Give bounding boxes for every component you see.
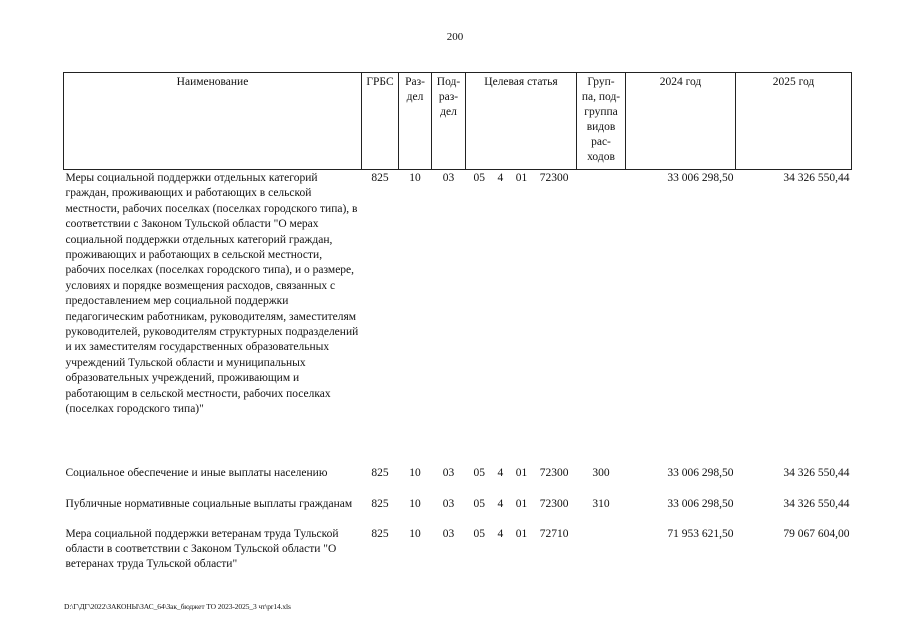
cs-part-2: 4 [497,172,504,184]
footer-file-path: D:\Г\ДГ\2022\ЗАКОНЫ\ЗАС_64\Зак_бюджет ТО 2023-2025_3 чт\pr14.xls [64,602,291,611]
row-grbs: 825 [371,497,389,510]
page-number: 200 [446,31,464,43]
row-celevaya [466,170,577,466]
row-grbs: 825 [371,172,389,184]
cs-part-3: 01 [515,497,528,510]
row-gruppa: 310 [592,497,610,510]
cs-part-4: 72300 [539,466,569,479]
cs-part-1: 05 [473,172,485,184]
row-razdel: 10 [409,172,421,184]
header-2025: 2025 год [736,73,852,170]
header-row [64,73,852,170]
cs-part-2: 4 [497,466,504,479]
row-grbs: 825 [371,527,389,540]
row-2024: 71 953 621,50 [667,527,734,540]
table-row [64,466,852,497]
table-row [64,527,852,573]
cs-part-2: 4 [497,527,504,540]
row-2025: 34 326 550,44 [783,172,850,184]
cs-part-4: 72300 [539,497,569,510]
cs-part-1: 05 [473,527,485,540]
header-2024: 2024 год [626,73,736,170]
header-grbs: ГРБС [362,73,399,170]
row-podrazdel: 03 [442,527,455,540]
row-grbs: 825 [371,466,389,479]
row-2025: 34 326 550,44 [783,497,850,510]
row-2025: 34 326 550,44 [783,466,850,479]
row-name: Социальное обеспечение и иные выплаты населению [65,466,328,479]
row-celevaya [466,466,577,497]
row-podrazdel: 03 [442,172,455,184]
row-razdel: 10 [409,527,421,540]
row-2025: 79 067 604,00 [783,527,850,540]
row-celevaya [466,527,577,573]
row-razdel: 10 [409,466,421,479]
row-razdel: 10 [409,497,421,510]
row-2024: 33 006 298,50 [667,466,734,479]
cs-part-4: 72710 [539,527,569,540]
row-name: Публичные нормативные социальные выплаты гражданам [65,497,353,510]
row-gruppa: 300 [592,466,610,479]
cs-part-1: 05 [473,497,485,510]
cs-part-1: 05 [473,466,485,479]
row-name: Мера социальной поддержки ветеранам труда Тульской области в соответствии с Законом Тульской области "О ветеранах труда Тульской области" [65,527,339,571]
cs-part-3: 01 [515,527,528,540]
table-row [64,497,852,527]
header-podrazdel: Под- раз- дел [432,73,466,170]
row-podrazdel: 03 [442,466,455,479]
budget-table [63,72,852,573]
row-celevaya [466,497,577,527]
table-row [64,170,852,466]
cs-part-2: 4 [497,497,504,510]
row-name: Меры социальной поддержки отдельных категорий граждан, проживающих и работающих в сельской местности, рабочих поселках (поселках городского типа), в соответствии с Законом Тульской области "О мерах социальной поддержки отдельных категорий граждан, проживающих и работающих в сельской местности, рабочих поселках (поселках городского типа), и о размере, условиях и порядке возмещения расходов, связанных с предоставлением мер социальной поддержки педагогическим работникам, руководителям, заместителям руководителей, руководителям структурных подразделений и их заместителям государственных образовательных учреждений Тульской области и муниципальных образовательных учреждений, проживающим и работающим в сельской местности, рабочих поселках (поселках городского типа)" [65,172,359,416]
header-gruppa: Груп- па, под- группа видов рас- ходов [577,73,626,170]
row-gruppa [577,170,626,466]
cs-part-3: 01 [515,466,528,479]
header-name: Наименование [64,73,362,170]
row-2024: 33 006 298,50 [667,172,734,184]
cs-part-3: 01 [515,172,528,184]
row-gruppa [577,527,626,573]
header-razdel: Раз- дел [399,73,432,170]
cs-part-4: 72300 [539,172,569,184]
header-celevaya: Целевая статья [466,73,577,170]
row-podrazdel: 03 [442,497,455,510]
row-2024: 33 006 298,50 [667,497,734,510]
